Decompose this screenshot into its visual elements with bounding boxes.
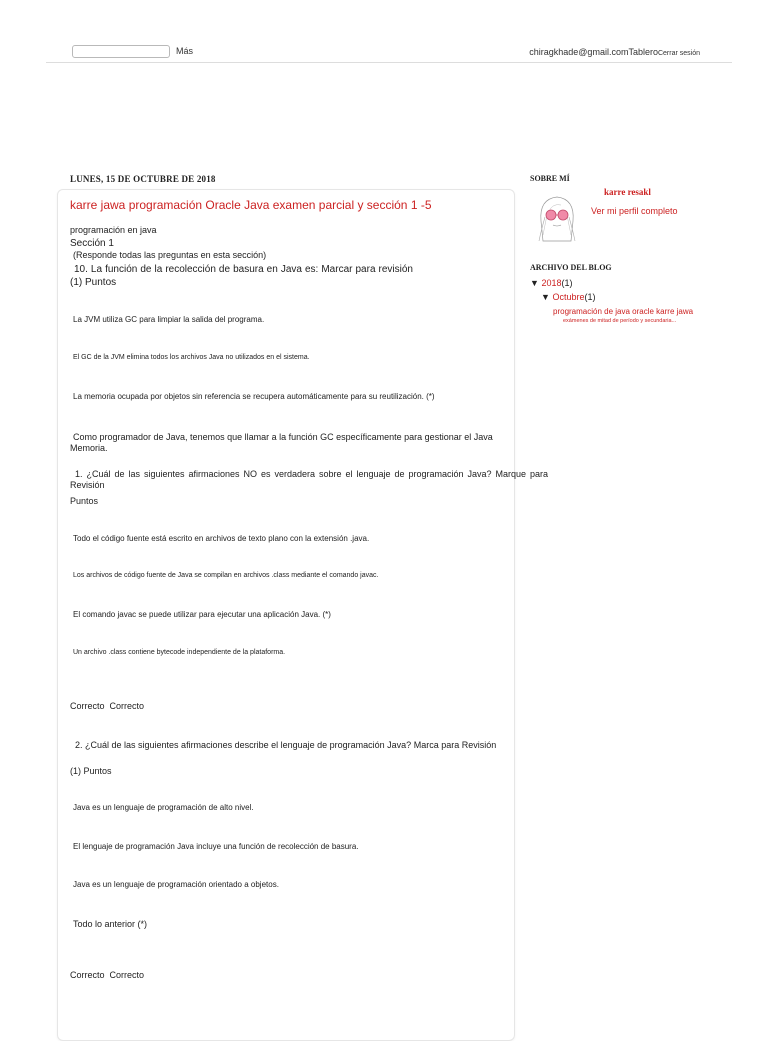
q1-points: Puntos [70, 496, 99, 506]
q2-option-1: Java es un lenguaje de programación de alto nivel. [73, 803, 254, 812]
q10-points: (1) Puntos [70, 277, 117, 288]
archive-post-link[interactable]: programación de java oracle karre jawa [553, 307, 694, 316]
toggle-triangle-icon[interactable]: ▼ [530, 278, 539, 288]
dashboard-link[interactable]: Tablero [628, 47, 658, 57]
view-profile-link[interactable]: Ver mi perfil completo [591, 206, 678, 216]
about-heading: SOBRE MÍ [530, 174, 570, 183]
q2-result: Correcto Correcto [70, 970, 145, 980]
post-intro: programación en java [70, 225, 157, 235]
profile-name-link[interactable]: karre resakl [604, 187, 651, 197]
q2-points: (1) Puntos [70, 766, 112, 776]
q2-option-3: Java es un lenguaje de programación orientado a objetos. [73, 880, 279, 889]
account-area [529, 47, 700, 57]
post-title-link[interactable]: karre jawa programación Oracle Java examen parcial y sección 1 -5 [70, 198, 432, 212]
section-heading: Sección 1 [70, 238, 114, 249]
archive-year-row [530, 278, 572, 288]
blogger-navbar [46, 40, 732, 63]
q1-question: 1. ¿Cuál de las siguientes afirmaciones NO es verdadera sobre el lenguaje de programación Java? Marque para Revisión [70, 469, 548, 490]
archive-post-subtitle[interactable]: exámenes de mitad de período y secundaria... [563, 318, 677, 324]
archive-year-link[interactable]: 2018 [541, 278, 562, 288]
q10-option-2: El GC de la JVM elimina todos los archivos Java no utilizados en el sistema. [73, 354, 310, 361]
profile-avatar[interactable] [531, 191, 583, 243]
archive-month-row [541, 292, 595, 302]
signout-link[interactable]: Cerrar sesión [657, 50, 700, 57]
archive-month-link[interactable]: Octubre [552, 292, 585, 302]
q2-question: 2. ¿Cuál de las siguientes afirmaciones describe el lenguaje de programación Java? Marca para Revisión [75, 740, 497, 750]
q2-option-2: El lenguaje de programación Java incluye una función de recolección de basura. [73, 842, 359, 851]
archive-heading: ARCHIVO DEL BLOG [530, 263, 612, 272]
more-link[interactable]: Más [176, 46, 194, 56]
archive-year-count: (1) [561, 278, 573, 288]
q1-option-2: Los archivos de código fuente de Java se compilan en archivos .class mediante el comando javac. [73, 572, 379, 579]
q10-option-3: La memoria ocupada por objetos sin referencia se recupera automáticamente para su reutilización. (*) [73, 392, 435, 401]
q1-option-4: Un archivo .class contiene bytecode independiente de la plataforma. [73, 649, 286, 656]
toggle-triangle-icon[interactable]: ▼ [541, 292, 550, 302]
q10-option-4: Como programador de Java, tenemos que llamar a la función GC específicamente para gestionar el Java Memoria. [70, 432, 493, 453]
post-date-header: LUNES, 15 DE OCTUBRE DE 2018 [70, 174, 216, 184]
q1-option-3: El comando javac se puede utilizar para ejecutar una aplicación Java. (*) [73, 610, 331, 619]
q10-question: 10. La función de la recolección de basura en Java es: Marcar para revisión [74, 264, 413, 275]
q2-option-4: Todo lo anterior (*) [73, 919, 148, 929]
account-email: chiragkhade@gmail.com [529, 47, 629, 57]
archive-month-count: (1) [584, 292, 596, 302]
q1-option-1: Todo el código fuente está escrito en archivos de texto plano con la extensión .java. [73, 534, 370, 543]
q10-option-1: La JVM utiliza GC para limpiar la salida del programa. [73, 315, 265, 324]
section-instructions: (Responde todas las preguntas en esta sección) [73, 250, 267, 260]
q1-result: Correcto Correcto [70, 701, 145, 711]
search-input[interactable] [72, 45, 170, 58]
